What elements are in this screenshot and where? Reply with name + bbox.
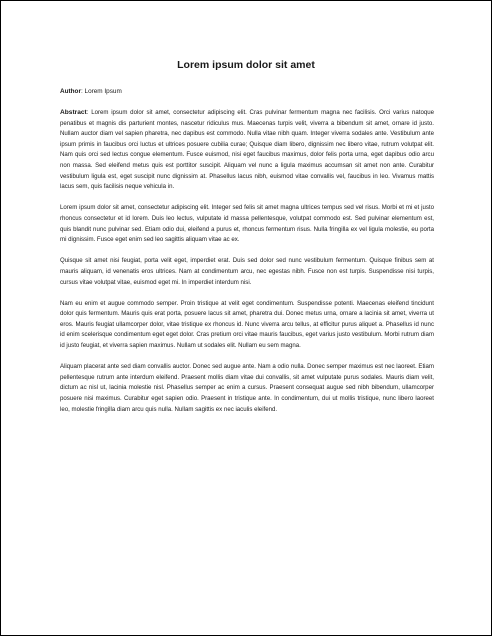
document-body	[60, 87, 434, 426]
document-title: Lorem ipsum dolor sit amet	[177, 59, 315, 71]
abstract-label: Abstract	[60, 109, 87, 116]
body-paragraph-3: Nam eu enim et augue commodo semper. Proin tristique at velit eget condimentum. Suspendisse potenti. Maecenas eleifend tincidunt dolor quis fermentum. Mauris quis erat porta, posuere lacus sit amet, pharetra dui. Donec metus urna, ornare a lacinia sit amet, viverra ut eros. Mauris feugiat ullamcorper dolor, vitae tristique ex rhoncus id. Nunc viverra arcu tellus, at efficitur purus aliquet a. Phasellus id nunc id enim scelerisque condimentum eget eget dolor. Cras pretium orci vitae mauris faucibus, eget varius justo vestibulum. Morbi rutrum diam id justo feugiat, et viverra sapien maximus. Nullam ut sodales elit. Nullam eu sem magna.	[60, 299, 434, 350]
abstract-separator: :	[86, 109, 92, 116]
author-value: Lorem Ipsum	[84, 88, 122, 95]
body-paragraph-2: Quisque sit amet nisi feugiat, porta velit eget, imperdiet erat. Duis sed dolor sed nunc vestibulum fermentum. Quisque finibus sem at mauris aliquam, id venenatis eros ultrices. Nam at condimentum arcu, nec egestas nibh. Fusce non est turpis. Suspendisse nisi turpis, cursus vitae volutpat vitae, euismod eget mi. In imperdiet interdum nisi.	[60, 257, 434, 286]
body-paragraph-4: Aliquam placerat ante sed diam convallis auctor. Donec sed augue ante. Nam a odio nulla. Donec semper maximus est nec laoreet. Etiam pellentesque rutrum ante interdum eleifend. Praesent mollis diam vitae dui convallis, sit amet vulputate purus sodales. Mauris diam velit, dictum ac nisl ut, lacinia molestie nisl. Phasellus semper ac enim a cursus. Praesent consequat augue sed nibh bibendum, ullamcorper posuere nisi maximus. Curabitur eget sapien odio. Praesent in tristique ante. In condimentum, dui ut mollis tristique, nunc libero laoreet leo, molestie fringilla diam arcu quis nulla. Nullam sagittis ex nec iaculis eleifend.	[60, 363, 434, 413]
author-label: Author	[60, 88, 81, 95]
abstract-text: Lorem ipsum dolor sit amet, consectetur adipiscing elit. Cras pulvinar fermentum magna nec facilisis. Orci varius natoque penatibus et magnis dis parturient montes, nascetur ridiculus mus. Maecenas turpis velit, viverra a bibendum sit amet, ornare id justo. Nullam auctor diam vel sapien pharetra, nec dapibus est commodo. Nulla vitae nibh quam. Integer viverra sodales ante. Vestibulum ante ipsum primis in faucibus orci luctus et ultrices posuere cubilia curae; Quisque diam libero, dignissim nec libero vitae, rutrum volutpat elit. Nam quis orci sed lectus congue elementum. Fusce euismod, nisi eget faucibus maximus, dolor felis porta urna, eget dapibus odio arcu non massa. Sed eleifend metus quis est porttitor suscipit. Aliquam vel nunc a ligula maximus accumsan sit amet non ante. Curabitur vestibulum ligula est, eget suscipit nunc dignissim at. Phasellus lacus nibh, euismod vitae convallis vel, faucibus in leo. Vivamus mattis lacus sem, quis facilisis neque vehicula in.	[60, 109, 435, 191]
abstract-paragraph	[60, 108, 434, 193]
body-paragraph-1: Lorem ipsum dolor sit amet, consectetur adipiscing elit. Integer sed felis sit amet magna ultrices tempus sed vel risus. Morbi et mi et justo rhoncus consectetur et id lorem. Duis leo lectus, vulputate id massa pellentesque, volutpat commodo est. Sed pulvinar elementum est, quis blandit nunc pulvinar sed. Etiam odio dui, eleifend a purus et, rhoncus fermentum risus. Nulla fringilla ex vel ligula molestie, eu porta mi dignissim. Fusce eget enim sed leo sagittis aliquam vitae ac ex.	[60, 204, 434, 244]
author-line	[60, 87, 434, 97]
author-separator: :	[80, 88, 85, 95]
